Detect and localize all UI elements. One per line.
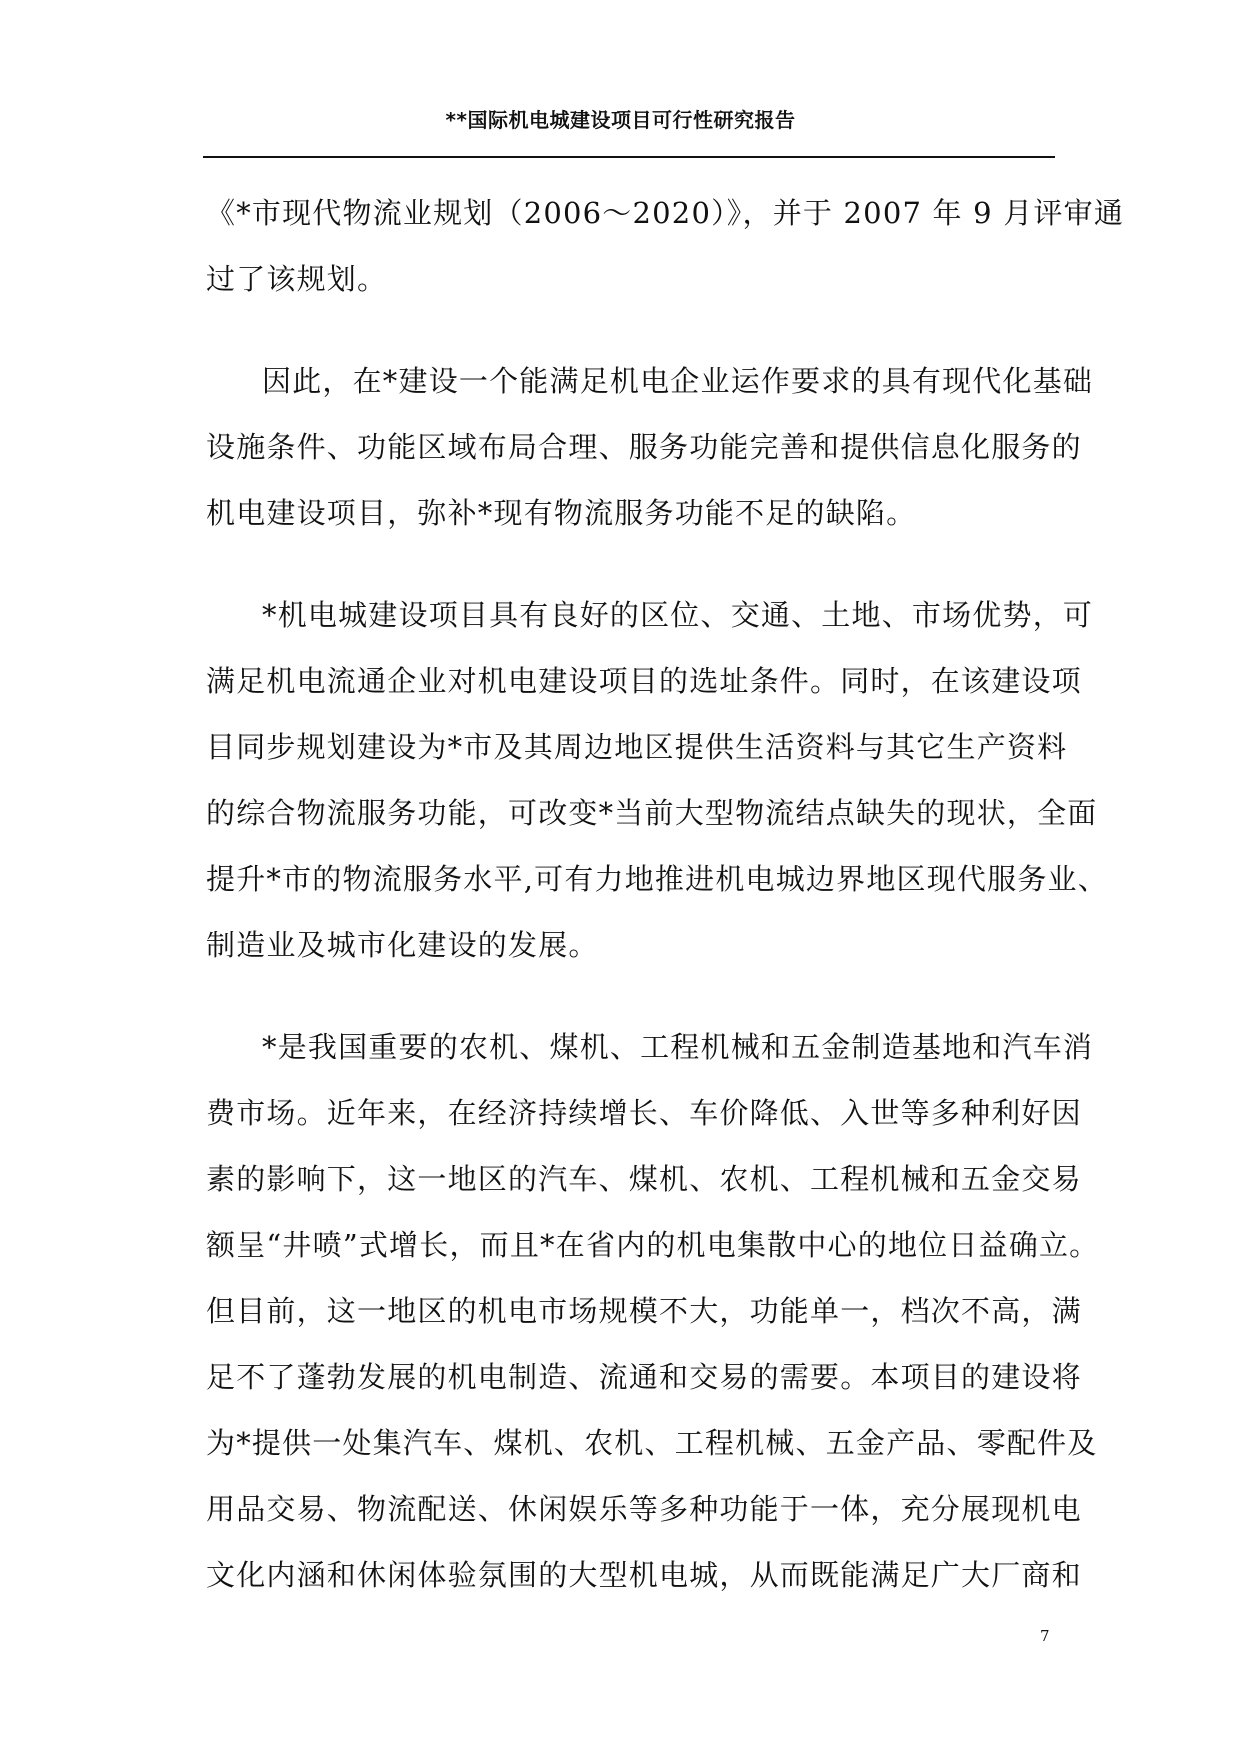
text-line: 目同步规划建设为*市及其周边地区提供生活资料与其它生产资料 [206, 730, 1068, 764]
text-line: 足不了蓬勃发展的机电制造、流通和交易的需要。本项目的建设将 [206, 1360, 1082, 1394]
text-line: 设施条件、功能区域布局合理、服务功能完善和提供信息化服务的 [206, 430, 1082, 464]
text-line: 《*市现代物流业规划（2006～2020）》，并于 2007 年 9 月评审通 [206, 196, 1125, 230]
page-header-title: **国际机电城建设项目可行性研究报告 [445, 108, 796, 132]
text-line: 用品交易、物流配送、休闲娱乐等多种功能于一体，充分展现机电 [206, 1492, 1082, 1526]
text-line: 提升*市的物流服务水平,可有力地推进机电城边界地区现代服务业、 [206, 862, 1108, 896]
text-line: 素的影响下，这一地区的汽车、煤机、农机、工程机械和五金交易 [206, 1162, 1082, 1196]
paragraph-2 [206, 348, 1094, 546]
text-line: 文化内涵和休闲体验氛围的大型机电城，从而既能满足广大厂商和 [206, 1558, 1082, 1592]
text-line: 因此，在*建设一个能满足机电企业运作要求的具有现代化基础 [262, 364, 1094, 398]
text-line: 但目前，这一地区的机电市场规模不大，功能单一，档次不高，满 [206, 1294, 1082, 1328]
text-line: 制造业及城市化建设的发展。 [206, 928, 599, 962]
text-line: 过了该规划。 [206, 262, 388, 296]
header-divider [203, 156, 1055, 158]
document-body [206, 180, 1125, 1608]
paragraph-3 [206, 582, 1108, 978]
paragraph-1 [206, 180, 1125, 312]
text-line: 的综合物流服务功能，可改变*当前大型物流结点缺失的现状，全面 [206, 796, 1098, 830]
paragraph-4 [206, 1014, 1100, 1608]
text-line: *是我国重要的农机、煤机、工程机械和五金制造基地和汽车消 [262, 1030, 1094, 1064]
page-number: 7 [1040, 1627, 1050, 1645]
text-line: 机电建设项目，弥补*现有物流服务功能不足的缺陷。 [206, 496, 917, 530]
text-line: 额呈“井喷”式增长，而且*在省内的机电集散中心的地位日益确立。 [206, 1228, 1100, 1262]
text-line: 满足机电流通企业对机电建设项目的选址条件。同时，在该建设项 [206, 664, 1082, 698]
text-line: *机电城建设项目具有良好的区位、交通、土地、市场优势，可 [262, 598, 1094, 632]
text-line: 费市场。近年来，在经济持续增长、车价降低、入世等多种利好因 [206, 1096, 1082, 1130]
text-line: 为*提供一处集汽车、煤机、农机、工程机械、五金产品、零配件及 [206, 1426, 1098, 1460]
